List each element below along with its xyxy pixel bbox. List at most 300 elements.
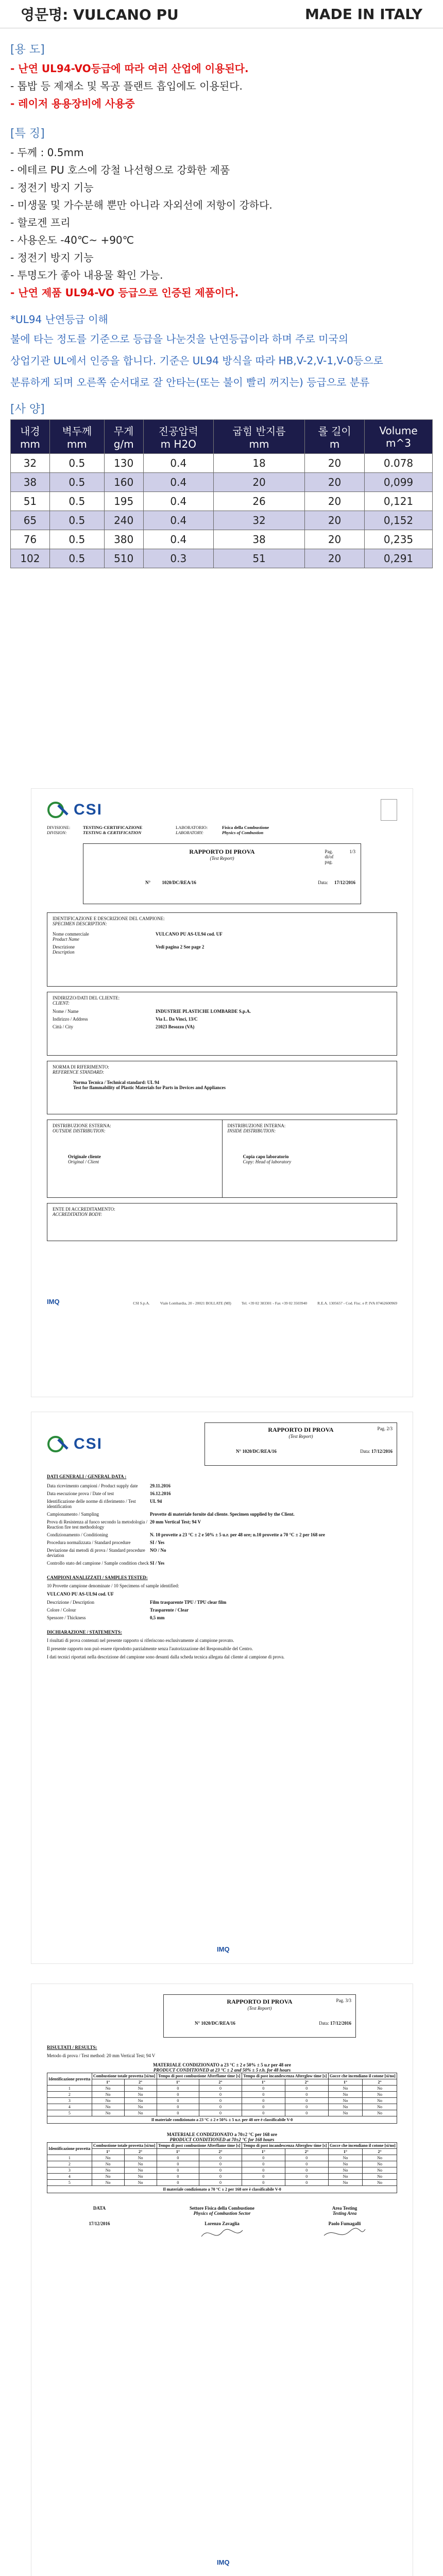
general-title: DATI GENERALI / GENERAL DATA : (47, 1474, 127, 1479)
header-unit: m (329, 438, 340, 450)
table-cell: 5 (47, 2180, 92, 2186)
table-cell: 0 (242, 2092, 285, 2098)
class-1: Il materiale condizionato a 23 °C ± 2 e 50% ± 5 u.r. per 48 ore è classificabile V-0 (47, 2116, 397, 2124)
col-h-4: Gocce che incendiano il cotone [si/no] (328, 2073, 397, 2079)
samples-title: CAMPIONI ANALIZZATI / SAMPLES TESTED: (47, 1575, 148, 1580)
table-cell: 2 (47, 2161, 92, 2167)
field-row (47, 1519, 397, 1530)
col-h2-2: Tempo di post combustione Afterflame time [s] (157, 2143, 242, 2149)
table-cell: 0 (157, 2180, 199, 2186)
col-h2-0: Identificazione provetta (47, 2143, 92, 2155)
signature-2-icon (292, 2226, 397, 2242)
page-label-2: Pag. (377, 1426, 386, 1431)
client-rows (53, 1009, 391, 1029)
ul94-line-3: 분류하게 되며 오른쪽 순서대로 잘 안타는(또는 불이 빨리 꺼지는) 등급으로 분류 (10, 376, 370, 388)
table-cell: 0.5 (49, 454, 104, 473)
field-label-text: Condizionamento / Conditioning (47, 1532, 108, 1537)
table-cell: 20 (214, 473, 305, 492)
table-row (11, 530, 433, 549)
sig-label-en-2: Testing Area (332, 2211, 357, 2216)
table-cell: 0 (285, 2092, 328, 2098)
features-item: - 두께 : 0.5mm (10, 146, 84, 159)
table-row (47, 2167, 397, 2174)
field-label-text: Prova di Resistenza al fuoco secondo la metodologia / Reaction fire test methodology (47, 1519, 147, 1530)
field-label-text: Deviazione dai metodi di prova / Standard procedure deviation (47, 1548, 145, 1558)
report-number-label-2: N° (236, 1449, 242, 1454)
report-title-en: (Test Report) (210, 856, 234, 861)
table-cell: 0.4 (143, 454, 213, 473)
table-cell: 3 (47, 2098, 92, 2104)
table-cell: 1 (47, 2155, 92, 2161)
cond2-title: MATERIALE CONDIZIONATO a 70±2 °C per 168 ore (167, 2132, 277, 2137)
table-cell: No (124, 2110, 157, 2116)
table-cell: No (92, 2110, 124, 2116)
csi-logo-2 (47, 1435, 103, 1453)
declaration-item: I risultati di prova contenuti nel presente rapporto si riferiscono esclusivamente al campione provato. (47, 1638, 234, 1643)
table-cell: 130 (104, 454, 143, 473)
features-item: - 할로겐 프리 (10, 216, 71, 229)
header-main: 벽두께 (62, 425, 92, 437)
cond1-title: MATERIALE CONDIZIONATO a 23 °C ± 2 e 50% ± 5 u.r per 48 ore (153, 2062, 291, 2067)
signature-1-icon (161, 2226, 283, 2242)
table-cell: 0.5 (49, 492, 104, 511)
test-method: Metodo di prova / Test method: 20 mm Vertical Test; 94 V (47, 2053, 156, 2058)
reference-box (47, 1061, 397, 1114)
ref-title-en: REFERENCE STANDARD: (53, 1070, 105, 1075)
field-label-text: Città / City (53, 1024, 74, 1029)
client-title: INDIRIZZO/DATI DEL CLIENTE: (53, 995, 120, 1001)
field-value: NO / No (150, 1548, 166, 1553)
ul94-line-1: 불에 타는 정도를 기준으로 등급을 나눈것을 난연등급이라 하며 주로 미국의 (10, 333, 349, 345)
table-cell: 51 (11, 492, 50, 511)
samples-intro: 10 Provette campione denominate / 10 Specimens of sample identified: (47, 1583, 179, 1588)
table-cell: No (363, 2104, 397, 2110)
footer-2: Viale Lombardia, 20 - 20021 BOLLATE (MI) (160, 1301, 231, 1306)
copy-label-en: Copy: Head of laboratory (243, 1159, 292, 1164)
field-row (47, 1607, 397, 1613)
table-cell: 0 (199, 2104, 242, 2110)
dist-int-label-en: INSIDE DISTRIBUTION: (227, 1128, 276, 1133)
ul94-title: *UL94 난연등급 이해 (10, 313, 108, 326)
table-cell: No (363, 2098, 397, 2104)
table-row (47, 2092, 397, 2098)
table-cell: 0.3 (143, 549, 213, 568)
table-cell: 0 (242, 2155, 285, 2161)
field-value: SI / Yes (150, 1561, 165, 1566)
field-label (53, 931, 156, 942)
table-cell: 0,099 (365, 473, 433, 492)
date-value-2: 17/12/2016 (371, 1449, 393, 1454)
field-label (53, 1016, 156, 1022)
table-cell: 20 (305, 530, 365, 549)
original-label-en: Original / Client (68, 1159, 99, 1164)
lab-value: Fisica della Combustione (222, 825, 269, 830)
features-item: - 정전기 방지 기능 (10, 251, 94, 264)
table-cell: 380 (104, 530, 143, 549)
field-label (47, 1519, 150, 1530)
table-cell: 0 (285, 2174, 328, 2180)
field-label-text: Identificazione delle norme di riferimento / Test identification (47, 1499, 136, 1509)
sizes-title: [사 양] (10, 403, 45, 416)
page-label: Pag. (325, 849, 333, 854)
field-label (47, 1600, 150, 1605)
ref-line-2: Test for flammability of Plastic Materials for Parts in Devices and Appliances (73, 1085, 226, 1090)
features-item: - 미생물 및 가수분해 뿐만 아니라 자외선에 저항이 강하다. (10, 199, 272, 211)
table-cell: 0 (242, 2086, 285, 2092)
table-cell: 20 (305, 511, 365, 530)
lab-label: LABORATORIO: (176, 825, 208, 830)
table-cell: 2 (47, 2092, 92, 2098)
header-main: 내경 (20, 425, 40, 437)
table-cell: No (363, 2174, 397, 2180)
field-label (47, 1499, 150, 1509)
field-value: Vedi pagina 2 See page 2 (156, 944, 205, 950)
report-title-2: RAPPORTO DI PROVA (268, 1426, 334, 1433)
field-value: 0,5 mm (150, 1615, 165, 1620)
copy-label: Copia capo laboratorio (243, 1154, 289, 1159)
field-label (47, 1540, 150, 1545)
table-cell: No (124, 2086, 157, 2092)
field-row (47, 1491, 397, 1496)
table-cell: No (124, 2161, 157, 2167)
table-cell: 0.4 (143, 530, 213, 549)
table-cell: 160 (104, 473, 143, 492)
usage-section (0, 41, 443, 112)
table-cell: 0 (199, 2167, 242, 2174)
ul94-section (0, 311, 443, 393)
lab-value-en: Physics of Combustion (222, 830, 264, 835)
field-row (47, 1512, 397, 1517)
table-row (47, 2161, 397, 2167)
table-cell: 0,152 (365, 511, 433, 530)
table-cell: 0 (285, 2155, 328, 2161)
table-row (11, 473, 433, 492)
table-cell: No (363, 2092, 397, 2098)
ul94-line-2: 상업기관 UL에서 인증을 합니다. 기준은 UL94 방식을 따라 HB,V-2,V-1,V-0등으로 (10, 354, 383, 367)
field-label (47, 1512, 150, 1517)
header-main: 굽힘 반지름 (232, 425, 286, 437)
field-value: 21023 Besozzo (VA) (156, 1024, 195, 1029)
table-cell: 0 (242, 2110, 285, 2116)
col-h-3: Tempo di post incandescenza Afterglow time [s] (242, 2073, 328, 2079)
results-table-2: Identificazione provetta Combustione totale provetta [si/no] Tempo di post combustione Afterflame time [s] Tempo di post incandescenza Afterglow time [s] Gocce che incendiano il cotone [si/no] 1° 2° 1° 2° 1° 2° 1° 2° 1 No No 0 0 0 0 No No 2 No No 0 0 0 0 No No 3 No No 0 0 0 0 No No 4 No No 0 0 0 0 No No 5 No No 0 0 0 0 No No (47, 2142, 397, 2186)
usage-item: - 난연 UL94-VO등급에 따라 여러 산업에 이용된다. (10, 62, 249, 75)
table-row (11, 492, 433, 511)
table-cell: 5 (47, 2110, 92, 2116)
table-cell: 0 (157, 2174, 199, 2180)
table-cell: No (92, 2180, 124, 2186)
certificate-page-2 (31, 1412, 413, 1964)
table-row (47, 2180, 397, 2186)
sizes-header-cell (305, 420, 365, 454)
table-cell: 0 (199, 2155, 242, 2161)
table-cell: No (124, 2180, 157, 2186)
field-row (47, 1483, 397, 1488)
col-h-0: Identificazione provetta (47, 2073, 92, 2086)
field-label-en: Product Name (53, 937, 79, 942)
date-value-3: 17/12/2016 (330, 2021, 351, 2026)
field-label (53, 1024, 156, 1029)
results-table-1: Identificazione provetta Combustione totale provetta [si/no] Tempo di post combustione Afterflame time [s] Tempo di post incandescenza Afterglow time [s] Gocce che incendiano il cotone [si/no] 1° 2° 1° 2° 1° 2° 1° 2° 1 No No 0 0 0 0 No No 2 No No 0 0 0 0 No No 3 No No 0 0 0 0 No No 4 No No 0 0 0 0 No No 5 No No 0 0 0 0 No No (47, 2073, 397, 2116)
report-number-label: N° (145, 880, 151, 885)
division-label-en: DIVISION: (47, 830, 67, 835)
csi-logo-text: CSI (74, 1435, 103, 1452)
date-value: 17/12/2016 (334, 880, 355, 885)
col-h-1: Combustione totale provetta [si/no] (92, 2073, 157, 2079)
table-cell: No (124, 2155, 157, 2161)
table-cell: No (363, 2180, 397, 2186)
table-cell: No (92, 2092, 124, 2098)
sig-name-1: Lorenzo Zavaglia (205, 2221, 240, 2226)
table-cell: 0 (285, 2110, 328, 2116)
features-list (0, 144, 443, 301)
page-header (0, 0, 443, 28)
page-label-3: Pag. (336, 1998, 345, 2003)
table-cell: 18 (214, 454, 305, 473)
field-label (53, 1009, 156, 1014)
table-cell: No (92, 2174, 124, 2180)
col-h2-3: Tempo di post incandescenza Afterglow time [s] (242, 2143, 328, 2149)
field-value: INDUSTRIE PLASTICHE LOMBARDE S.p.A. (156, 1009, 251, 1014)
header-unit: g/m (113, 438, 134, 450)
report-number-3: 1020/DC/REA/16 (201, 2021, 235, 2026)
field-label-text: Campionamento / Sampling (47, 1512, 99, 1517)
certificate-page-3 (31, 1984, 413, 2576)
features-item: - 난연 제품 UL94-VO 등급으로 인증된 제품이다. (10, 286, 239, 299)
table-cell: 0,121 (365, 492, 433, 511)
field-value: Trasparente / Clear (150, 1607, 189, 1613)
table-cell: No (328, 2086, 363, 2092)
features-section (0, 125, 443, 301)
field-label (47, 1483, 150, 1488)
table-row (47, 2086, 397, 2092)
features-title: [특 징] (10, 127, 45, 140)
table-cell: 0 (285, 2180, 328, 2186)
table-cell: 510 (104, 549, 143, 568)
dist-int-label: DISTRIBUZIONE INTERNA: (227, 1123, 286, 1128)
certificate-page-1 (31, 788, 413, 1397)
table-cell: No (363, 2167, 397, 2174)
header-unit: m^3 (386, 436, 411, 449)
table-cell: 0 (199, 2086, 242, 2092)
usage-item: - 톱밥 등 제재소 및 목공 플랜트 흡입에도 이용된다. (10, 80, 243, 92)
header-main: Volume (379, 424, 418, 437)
field-row (53, 1009, 391, 1014)
imq-logo-2: IMQ (217, 1945, 230, 1953)
table-cell: No (328, 2155, 363, 2161)
features-item: - 사용온도 -40℃~ +90℃ (10, 234, 134, 246)
accreditation-box (47, 1203, 397, 1241)
spec-title: IDENTIFICAZIONE E DESCRIZIONE DEL CAMPIONE: (53, 916, 165, 921)
table-cell: 0 (199, 2174, 242, 2180)
field-value: VULCANO PU AS-UL94 cod. UF (156, 931, 223, 937)
table-cell: 32 (214, 511, 305, 530)
table-cell: No (328, 2092, 363, 2098)
usage-title: [용 도] (10, 43, 45, 56)
table-cell: 20 (305, 549, 365, 568)
field-value: 29.11.2016 (150, 1483, 171, 1488)
table-cell: 32 (11, 454, 50, 473)
table-cell: 0,235 (365, 530, 433, 549)
footer-3: Tel. +39 02 383301 - Fax +39 02 3503940 (241, 1301, 308, 1306)
field-value: SI / Yes (150, 1540, 165, 1545)
certificate-seal-icon (381, 799, 397, 821)
field-label (47, 1615, 150, 1620)
results-title: RISULTATI / RESULTS: (47, 2045, 97, 2050)
date-label: Data: (318, 880, 328, 885)
table-cell: 1 (47, 2086, 92, 2092)
spec-title-en: SPECIMEN DESCRIPTION: (53, 921, 107, 926)
ref-line-1: Norma Tecnica / Technical standard: UL 94 (73, 1080, 160, 1085)
report-header-box-2 (205, 1422, 397, 1466)
report-header-box (83, 843, 361, 904)
report-number: 1020/DC/REA/16 (162, 880, 196, 885)
header-unit: mm (249, 438, 269, 450)
table-row (11, 549, 433, 568)
declaration-item: I dati tecnici riportati nella descrizione del campione sono desunti dalla scheda tecnica allegata dal cliente al campione di prova. (47, 1654, 285, 1659)
spec-rows (53, 931, 391, 955)
field-row (47, 1540, 397, 1545)
table-cell: No (328, 2104, 363, 2110)
field-row (47, 1615, 397, 1620)
declaration-title: DICHIARAZIONE / STATEMENTS: (47, 1630, 122, 1635)
sizes-header-cell (143, 420, 213, 454)
table-cell: No (92, 2086, 124, 2092)
table-cell: 0.078 (365, 454, 433, 473)
table-cell: 4 (47, 2104, 92, 2110)
table-cell: No (363, 2086, 397, 2092)
table-cell: 0 (242, 2167, 285, 2174)
field-value: Provette di materiale fornite dal cliente. Specimen supplied by the Client. (150, 1512, 295, 1517)
table-cell: No (328, 2110, 363, 2116)
table-cell: 0.5 (49, 549, 104, 568)
field-value: N. 10 provette a 23 °C ± 2 e 50% ± 5 u.r. per 48 ore; n.10 provette a 70 °C ± 2 per 168 ore (150, 1532, 325, 1537)
table-cell: 0,291 (365, 549, 433, 568)
page-value-2: 2/3 (386, 1426, 393, 1431)
page-value: 1/3 (349, 849, 355, 854)
csi-logo (47, 801, 103, 819)
table-cell: 26 (214, 492, 305, 511)
distribution-box (47, 1120, 397, 1198)
declaration-item: Il presente rapporto non può essere riprodotto parzialmente senza l'autorizzazione del Responsabile del Centro. (47, 1646, 253, 1651)
features-item: - 에테르 PU 호스에 강철 나선형으로 강화한 제품 (10, 164, 230, 176)
table-cell: No (363, 2155, 397, 2161)
table-cell: No (328, 2174, 363, 2180)
field-label-text: Descrizione (53, 944, 75, 950)
table-cell: No (328, 2180, 363, 2186)
table-row (47, 2110, 397, 2116)
table-cell: 0 (157, 2104, 199, 2110)
field-label (47, 1561, 150, 1566)
acc-title-en: ACCREDITATION BODY: (53, 1212, 103, 1217)
table-cell: No (92, 2155, 124, 2161)
page-value-3: 3/3 (345, 1998, 351, 2003)
sig-name-0: 17/12/2016 (89, 2221, 110, 2226)
field-label-text: Data esecuzione prova / Date of test (47, 1491, 114, 1496)
table-cell: 3 (47, 2167, 92, 2174)
division-value-en: TESTING & CERTIFICATION (83, 830, 142, 835)
table-row (47, 2098, 397, 2104)
field-label-text: Spessore / Thickness (47, 1615, 86, 1620)
table-row (47, 2174, 397, 2180)
header-main: 무게 (113, 425, 134, 437)
table-row (47, 2104, 397, 2110)
table-cell: No (328, 2167, 363, 2174)
origin-label: MADE IN ITALY (304, 5, 422, 23)
table-cell: 4 (47, 2174, 92, 2180)
table-cell: 20 (305, 473, 365, 492)
table-cell: No (124, 2098, 157, 2104)
client-title-en: CLIENT: (53, 1001, 70, 1006)
table-cell: 0 (242, 2180, 285, 2186)
table-cell: No (92, 2167, 124, 2174)
table-cell: 0 (199, 2098, 242, 2104)
table-cell: 240 (104, 511, 143, 530)
acc-title: ENTE DI ACCREDITAMENTO: (53, 1207, 115, 1212)
col-h-2: Tempo di post combustione Afterflame time [s] (157, 2073, 242, 2079)
table-cell: 0 (285, 2161, 328, 2167)
table-cell: 0 (157, 2098, 199, 2104)
field-row (47, 1600, 397, 1605)
table-cell: 0 (285, 2098, 328, 2104)
header-unit: m H2O (160, 438, 196, 450)
field-row (53, 944, 391, 955)
footer-4: R.E.A. 1305657 - Cod. Fisc. e P. IVA 07462600969 (317, 1301, 397, 1306)
table-cell: 0 (157, 2092, 199, 2098)
csi-logo-text: CSI (74, 801, 103, 818)
sizes-section (0, 400, 443, 568)
date-label-2: Data: (360, 1449, 370, 1454)
table-cell: No (124, 2092, 157, 2098)
table-cell: 0 (285, 2167, 328, 2174)
table-cell: No (92, 2104, 124, 2110)
field-label (47, 1548, 150, 1558)
sizes-header-cell (49, 420, 104, 454)
table-cell: 38 (11, 473, 50, 492)
features-item: - 정전기 방지 기능 (10, 181, 94, 194)
table-cell: 0 (242, 2104, 285, 2110)
sizes-table (10, 419, 433, 568)
original-label: Originale cliente (68, 1154, 101, 1159)
table-cell: 0.4 (143, 473, 213, 492)
field-row (47, 1548, 397, 1558)
header-unit: mm (20, 438, 40, 450)
sig-label-0: DATA (93, 2206, 106, 2211)
field-label-text: Nome commerciale (53, 931, 89, 937)
division-value: TESTING-CERTIFICAZIONE (83, 825, 143, 830)
table-cell: 102 (11, 549, 50, 568)
sizes-header-cell (365, 420, 433, 454)
report-title-en-2: (Test Report) (288, 1434, 313, 1439)
report-title: RAPPORTO DI PROVA (189, 848, 255, 855)
table-cell: 0 (199, 2161, 242, 2167)
table-cell: 76 (11, 530, 50, 549)
ref-title: NORMA DI RIFERIMENTO: (53, 1064, 109, 1070)
table-cell: 0 (285, 2104, 328, 2110)
col-h2-1: Combustione totale provetta [si/no] (92, 2143, 157, 2149)
table-cell: 51 (214, 549, 305, 568)
field-row (47, 1561, 397, 1566)
table-cell: No (124, 2167, 157, 2174)
of-label: di/of (325, 854, 334, 859)
table-cell: 0 (157, 2155, 199, 2161)
field-row (53, 1016, 391, 1022)
class-2: Il materiale condizionato a 70 °C ± 2 per 168 ore è classificabile V-0 (47, 2186, 397, 2193)
imq-logo-3: IMQ (217, 2558, 230, 2566)
field-value: Film trasparente TPU / TPU clear film (150, 1600, 227, 1605)
field-label-text: Controllo stato del campione / Sample condition check (47, 1561, 149, 1566)
declaration-items (47, 1638, 397, 1659)
